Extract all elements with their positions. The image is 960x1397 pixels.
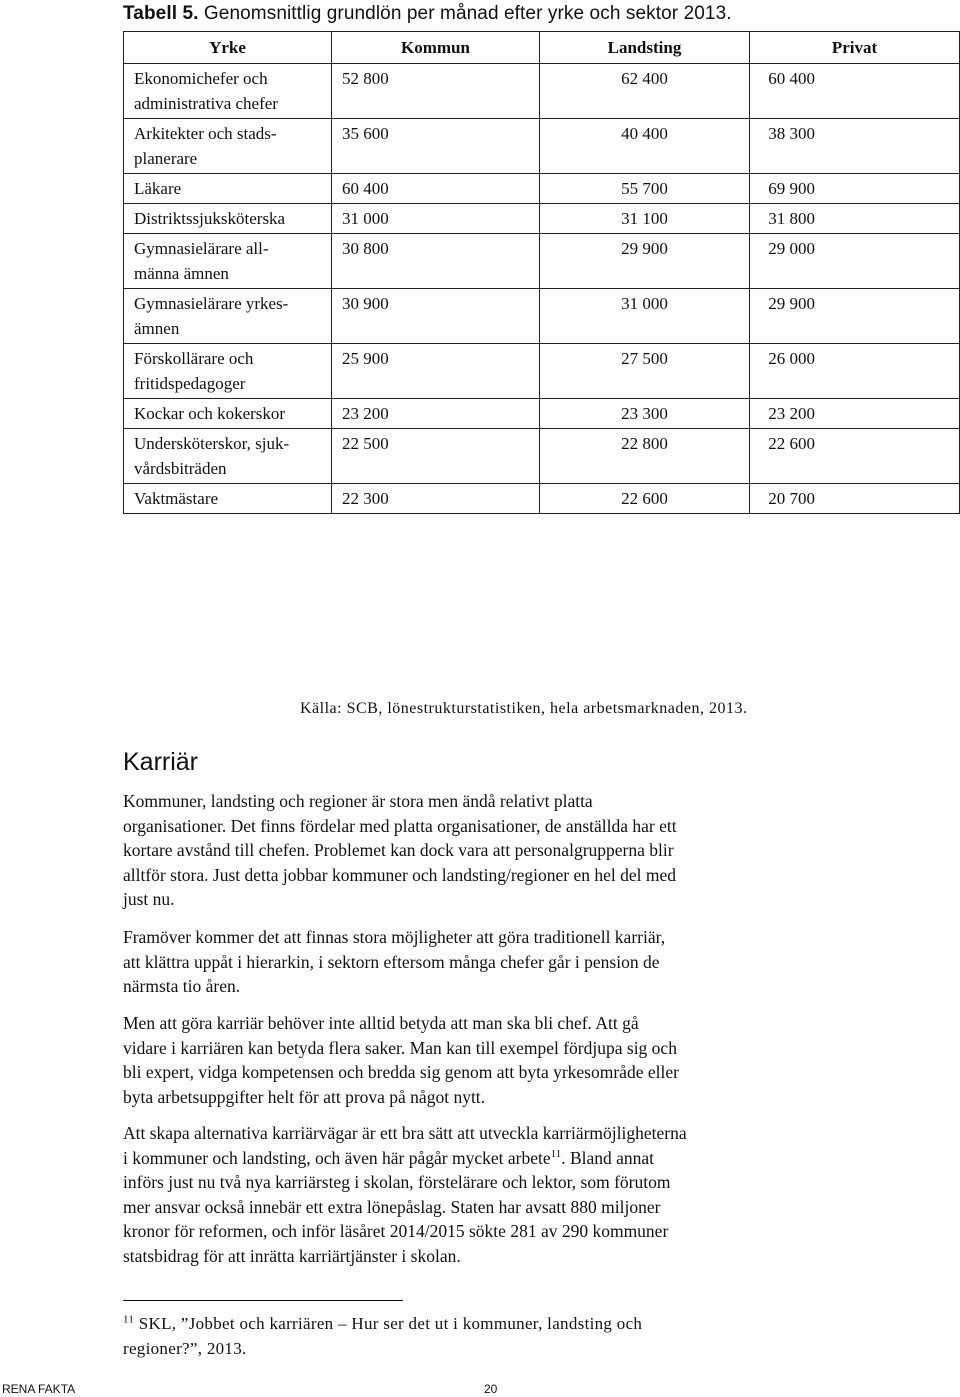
- cell-landsting: 62 400: [540, 64, 750, 119]
- cell-landsting: 23 300: [540, 399, 750, 429]
- table-caption-label: Tabell 5.: [123, 3, 199, 24]
- header-landsting: Landsting: [540, 32, 750, 64]
- footnote: [123, 1311, 803, 1361]
- table-row: [124, 289, 960, 344]
- cell-yrke: [124, 64, 332, 119]
- paragraph-4: [123, 1121, 843, 1268]
- cell-kommun: 23 200: [332, 399, 540, 429]
- cell-yrke: [124, 289, 332, 344]
- table-row: [124, 174, 960, 204]
- paragraph-line: närmsta tio åren.: [123, 976, 241, 996]
- paragraph-line: vidare i karriären kan betyda flera saker. Man kan till exempel fördjupa sig och: [123, 1037, 677, 1058]
- table-row: [124, 484, 960, 514]
- footnote-divider: [123, 1300, 403, 1301]
- paragraph-text: . Bland annat: [561, 1147, 655, 1168]
- yrke-line: planerare: [134, 149, 198, 168]
- yrke-line: Undersköterskor, sjuk-: [134, 434, 290, 453]
- paragraph-line: bli expert, vidga kompetensen och bredda sig genom att byta yrkesområde eller: [123, 1062, 679, 1082]
- cell-privat: 29 000: [750, 234, 960, 289]
- section-title: Karriär: [123, 748, 199, 776]
- cell-privat: 26 000: [750, 344, 960, 399]
- paragraph-line: kronor för reformen, och inför läsåret 2014/2015 sökte 281 av 290 kommuner: [123, 1221, 669, 1241]
- cell-landsting: 31 000: [540, 289, 750, 344]
- table-caption: [123, 3, 732, 25]
- header-yrke: Yrke: [124, 32, 332, 64]
- yrke-line: Distriktssjuksköterska: [134, 209, 286, 228]
- table-row: [124, 64, 960, 119]
- table-header-row: [124, 32, 960, 64]
- table-row: [124, 119, 960, 174]
- paragraph-line: mer ansvar också innebär ett extra lönepåslag. Staten har avsatt 880 miljoner: [123, 1196, 661, 1217]
- yrke-line: Förskollärare och: [134, 349, 254, 368]
- yrke-line: fritidspedagoger: [134, 374, 246, 393]
- cell-landsting: 27 500: [540, 344, 750, 399]
- cell-yrke: [124, 484, 332, 514]
- paragraph-line: Framöver kommer det att finnas stora möjligheter att göra traditionell karriär,: [123, 927, 666, 947]
- table-row: [124, 204, 960, 234]
- yrke-line: Gymnasielärare yrkes-: [134, 294, 289, 313]
- header-privat: Privat: [750, 32, 960, 64]
- cell-landsting: 22 600: [540, 484, 750, 514]
- header-kommun: Kommun: [332, 32, 540, 64]
- paragraph-line: kortare avstånd till chefen. Problemet kan dock vara att personalgrupperna blir: [123, 840, 674, 860]
- paragraph-line: byta arbetsuppgifter helt för att prova på något nytt.: [123, 1086, 486, 1107]
- cell-privat: 69 900: [750, 174, 960, 204]
- yrke-line: Arkitekter och stads-: [134, 124, 277, 143]
- cell-kommun: 31 000: [332, 204, 540, 234]
- cell-yrke: [124, 399, 332, 429]
- cell-yrke: [124, 429, 332, 484]
- cell-kommun: 52 800: [332, 64, 540, 119]
- cell-landsting: 31 100: [540, 204, 750, 234]
- paragraph-line: organisationer. Det finns fördelar med platta organisationer, de anställda har ett: [123, 815, 677, 836]
- yrke-line: männa ämnen: [134, 264, 229, 283]
- yrke-line: Läkare: [134, 179, 182, 198]
- cell-landsting: 55 700: [540, 174, 750, 204]
- cell-privat: 38 300: [750, 119, 960, 174]
- cell-landsting: 40 400: [540, 119, 750, 174]
- cell-yrke: [124, 119, 332, 174]
- cell-yrke: [124, 204, 332, 234]
- table-source: Källa: SCB, lönestrukturstatistiken, hela arbetsmarknaden, 2013.: [300, 700, 748, 717]
- yrke-line: ämnen: [134, 319, 180, 338]
- table-row: [124, 344, 960, 399]
- paragraph-text: i kommuner och landsting, och även här pågår mycket arbete: [123, 1147, 551, 1168]
- cell-privat: 31 800: [750, 204, 960, 234]
- paragraph-line: statsbidrag för att inrätta karriärtjänster i skolan.: [123, 1245, 461, 1266]
- footnote-text: SKL, ”Jobbet och karriären – Hur ser det ut i kommuner, landsting och: [134, 1314, 643, 1333]
- cell-privat: 60 400: [750, 64, 960, 119]
- footnote-number: 11: [123, 1313, 135, 1326]
- cell-privat: 23 200: [750, 399, 960, 429]
- cell-privat: 20 700: [750, 484, 960, 514]
- paragraph-3: [123, 1011, 823, 1109]
- cell-privat: 29 900: [750, 289, 960, 344]
- paragraph-line: att klättra uppåt i hierarkin, i sektorn eftersom många chefer går i pension de: [123, 951, 660, 972]
- yrke-line: vårdsbiträden: [134, 459, 227, 478]
- cell-yrke: [124, 174, 332, 204]
- yrke-line: Gymnasielärare all-: [134, 239, 269, 258]
- cell-landsting: 22 800: [540, 429, 750, 484]
- paragraph-line: införs just nu två nya karriärsteg i skolan, förstelärare och lektor, som förutom: [123, 1172, 671, 1192]
- page-number: 20: [484, 1382, 498, 1396]
- cell-kommun: 35 600: [332, 119, 540, 174]
- cell-yrke: [124, 344, 332, 399]
- paragraph-line: just nu.: [123, 889, 175, 909]
- table-row: [124, 429, 960, 484]
- table-caption-text: Genomsnittlig grundlön per månad efter yrke och sektor 2013.: [198, 3, 732, 24]
- paragraph-line: Kommuner, landsting och regioner är stora men ändå relativt platta: [123, 791, 593, 811]
- cell-kommun: 60 400: [332, 174, 540, 204]
- footnote-line-2: regioner?”, 2013.: [123, 1339, 247, 1358]
- paragraph-line: Men att göra karriär behöver inte alltid betyda att man ska bli chef. Att gå: [123, 1013, 639, 1033]
- paragraph-1: [123, 789, 823, 912]
- paragraph-line: [123, 1146, 843, 1171]
- cell-kommun: 25 900: [332, 344, 540, 399]
- yrke-line: Ekonomichefer och: [134, 69, 268, 88]
- yrke-line: Kockar och kokerskor: [134, 404, 286, 423]
- footer-publication: RENA FAKTA: [2, 1382, 76, 1396]
- yrke-line: Vaktmästare: [134, 489, 219, 508]
- yrke-line: administrativa chefer: [134, 94, 278, 113]
- cell-yrke: [124, 234, 332, 289]
- salary-table: [123, 31, 960, 514]
- footnote-line-1: [123, 1311, 803, 1336]
- footnote-reference[interactable]: 11: [550, 1147, 562, 1160]
- paragraph-2: [123, 925, 823, 999]
- cell-landsting: 29 900: [540, 234, 750, 289]
- cell-kommun: 22 500: [332, 429, 540, 484]
- cell-kommun: 22 300: [332, 484, 540, 514]
- table-row: [124, 399, 960, 429]
- paragraph-line: Att skapa alternativa karriärvägar är ett bra sätt att utveckla karriärmöjligheterna: [123, 1123, 687, 1143]
- cell-privat: 22 600: [750, 429, 960, 484]
- cell-kommun: 30 900: [332, 289, 540, 344]
- paragraph-line: alltför stora. Just detta jobbar kommuner och landsting/regioner en hel del med: [123, 864, 677, 885]
- cell-kommun: 30 800: [332, 234, 540, 289]
- table-row: [124, 234, 960, 289]
